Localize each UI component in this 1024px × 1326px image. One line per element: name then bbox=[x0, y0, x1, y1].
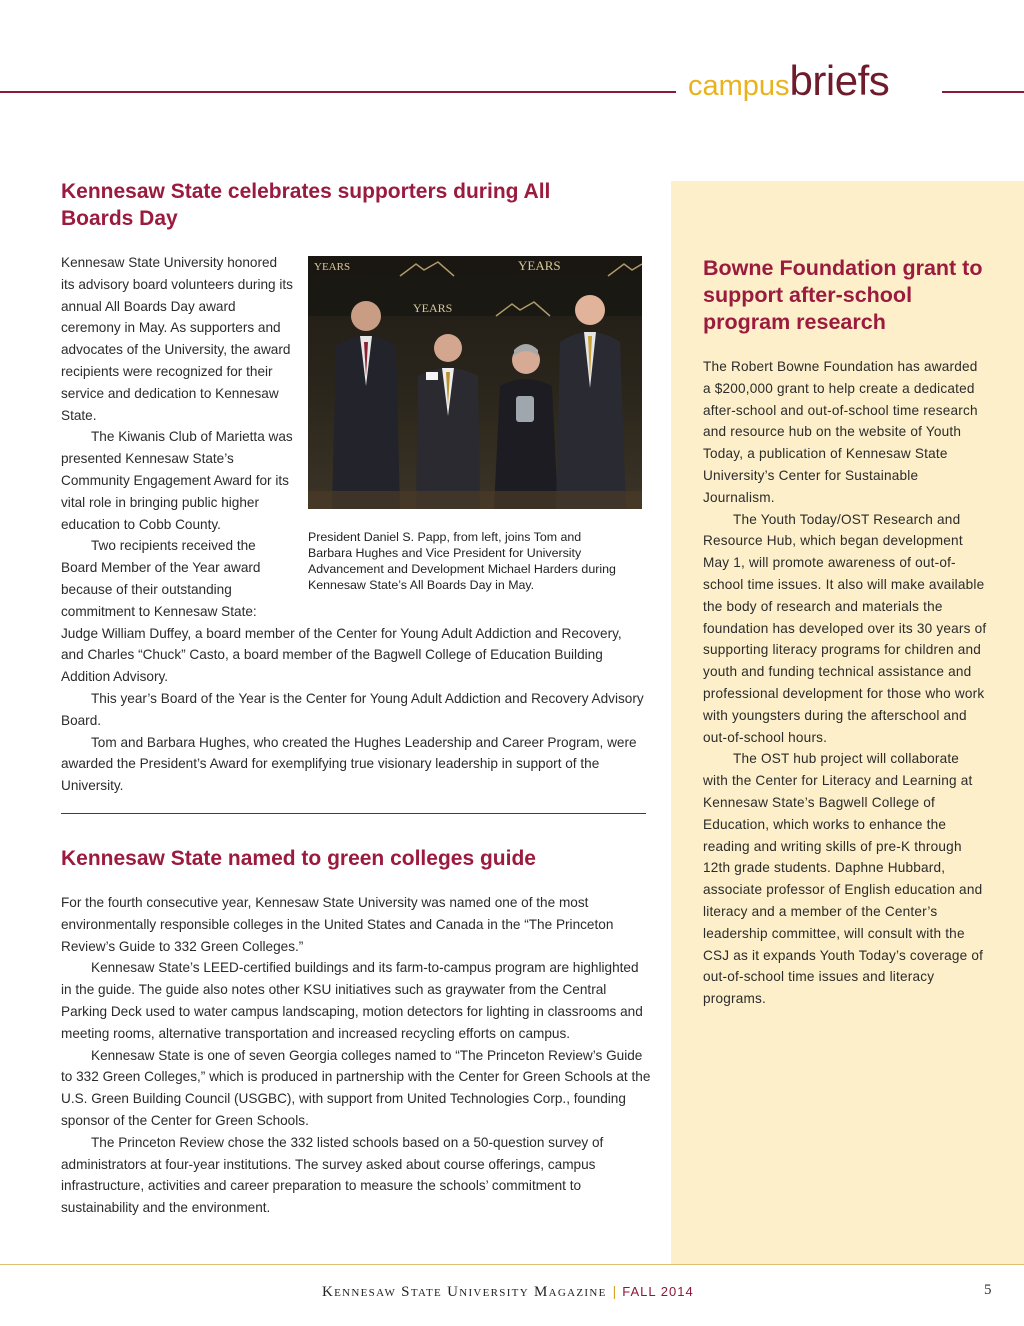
page-number: 5 bbox=[984, 1282, 992, 1298]
article-divider bbox=[61, 813, 646, 814]
sidebar-article-body bbox=[703, 356, 988, 1010]
footer-separator: | bbox=[612, 1283, 617, 1299]
article2-paragraph: Kennesaw State is one of seven Georgia colleges named to “The Princeton Review’s Guide to 332 Green Colleges,” which is produced in partnership with the Center for Green Schools at the U.S. Green Building Council (USGBC), with support from United Technologies Corp., founding sponsor of the Center for Green Schools. bbox=[61, 1047, 651, 1128]
sidebar-paragraph: The Youth Today/OST Research and Resource Hub, which began development May 1, will promote awareness of out-of-school time issues. It also will make available the body of research and materials the foundation has developed over its 30 years of supporting literacy programs for children and youth and funding technical assistance and professional development for those who work with youngsters during the afterschool and out-of-school hours. bbox=[703, 511, 987, 745]
header-rule-right bbox=[942, 91, 1024, 93]
masthead-briefs: briefs bbox=[789, 57, 890, 104]
article1-paragraph: Kennesaw State University honored its advisory board volunteers during its annual All Boards Day award ceremony in May. As supporters and advocates of the University, the award recipients were recognized for their service and dedication to Kennesaw State. bbox=[61, 255, 293, 423]
article2-title: Kennesaw State named to green colleges guide bbox=[61, 847, 536, 870]
issue-label: FALL 2014 bbox=[622, 1284, 694, 1299]
article2-paragraph: For the fourth consecutive year, Kennesaw State University was named one of the most environmentally responsible colleges in the United States and Canada in the “The Princeton Review’s Guide to 332 Green Colleges.” bbox=[61, 895, 614, 954]
people-group bbox=[332, 295, 626, 509]
publication-name: Kennesaw State University Magazine bbox=[322, 1284, 607, 1300]
page-footer bbox=[322, 1282, 694, 1301]
sidebar-paragraph: The OST hub project will collaborate with the Center for Literacy and Learning at Kennesaw State’s Bagwell College of Education, which works to enhance the reading and writing skills of pre-K through 12th grade students. Daphne Hubbard, associate professor of English education and literacy and a member of the Center’s leadership committee, will consult with the CSJ as it expands Youth Today’s coverage of out-of-school time issues and literacy programs. bbox=[703, 751, 984, 1007]
article1-paragraph: Two recipients received the Board Member of the Year award because of their outstanding commitment to Kennesaw State: Judge William Duffey, a board member of the Center for Young Adult Addiction and Recovery, and Charles “Chuck” Casto, a board member of the Bagwell College of Education Building Addition Advisory. bbox=[61, 538, 622, 685]
masthead-campus: campus bbox=[688, 70, 790, 102]
sidebar-paragraph: The Robert Bowne Foundation has awarded a $200,000 grant to help create a dedicated after-school and out-of-school time research and resource hub on the website of Youth Today, a publication of Kennesaw State University’s Center for Sustainable Journalism. bbox=[703, 359, 978, 505]
article1-paragraph: Tom and Barbara Hughes, who created the Hughes Leadership and Career Program, were awarded the President’s Award for exemplifying true visionary leadership in support of the University. bbox=[61, 734, 637, 794]
award-ceremony-photo bbox=[308, 256, 642, 509]
article2-paragraph: Kennesaw State’s LEED-certified buildings and its farm-to-campus program are highlighted in the guide. The guide also notes other KSU initiatives such as graywater from the Central Parking Deck used to water campus landscaping, motion detectors for lighting in classrooms and meeting rooms, alternative transportation and increased recycling efforts on campus. bbox=[61, 960, 643, 1041]
section-masthead bbox=[688, 57, 890, 104]
sidebar-article-title: Bowne Foundation grant to support after-school program research bbox=[703, 256, 983, 334]
footer-rule bbox=[0, 1264, 1024, 1265]
article1-paragraph: This year’s Board of the Year is the Center for Young Adult Addiction and Recovery Advisory Board. bbox=[61, 690, 644, 728]
article1-paragraph: The Kiwanis Club of Marietta was presented Kennesaw State’s Community Engagement Award for its vital role in bringing public higher education to Cobb County. bbox=[61, 429, 293, 532]
backdrop-years-text-1: YEARS bbox=[314, 261, 351, 273]
article1-photo-figure bbox=[308, 256, 646, 614]
article1-body bbox=[61, 252, 646, 797]
backdrop-years-text-3: YEARS bbox=[518, 258, 561, 273]
backdrop-years-text-2: YEARS bbox=[413, 301, 453, 315]
photo-caption: President Daniel S. Papp, from left, joins Tom and Barbara Hughes and Vice President for University Advancement and Development Michael Harders during Kennesaw State’s All Boards Day in May. bbox=[308, 530, 616, 592]
article2-body bbox=[61, 892, 651, 1219]
article1-title: Kennesaw State celebrates supporters during All Boards Day bbox=[61, 180, 551, 230]
article2-paragraph: The Princeton Review chose the 332 listed schools based on a 50-question survey of administrators at four-year institutions. The survey asked about course offerings, campus infrastructure, activities and career preparation to measure the schools’ commitment to sustainability and the environment. bbox=[61, 1134, 604, 1216]
header-rule-left bbox=[0, 91, 676, 93]
